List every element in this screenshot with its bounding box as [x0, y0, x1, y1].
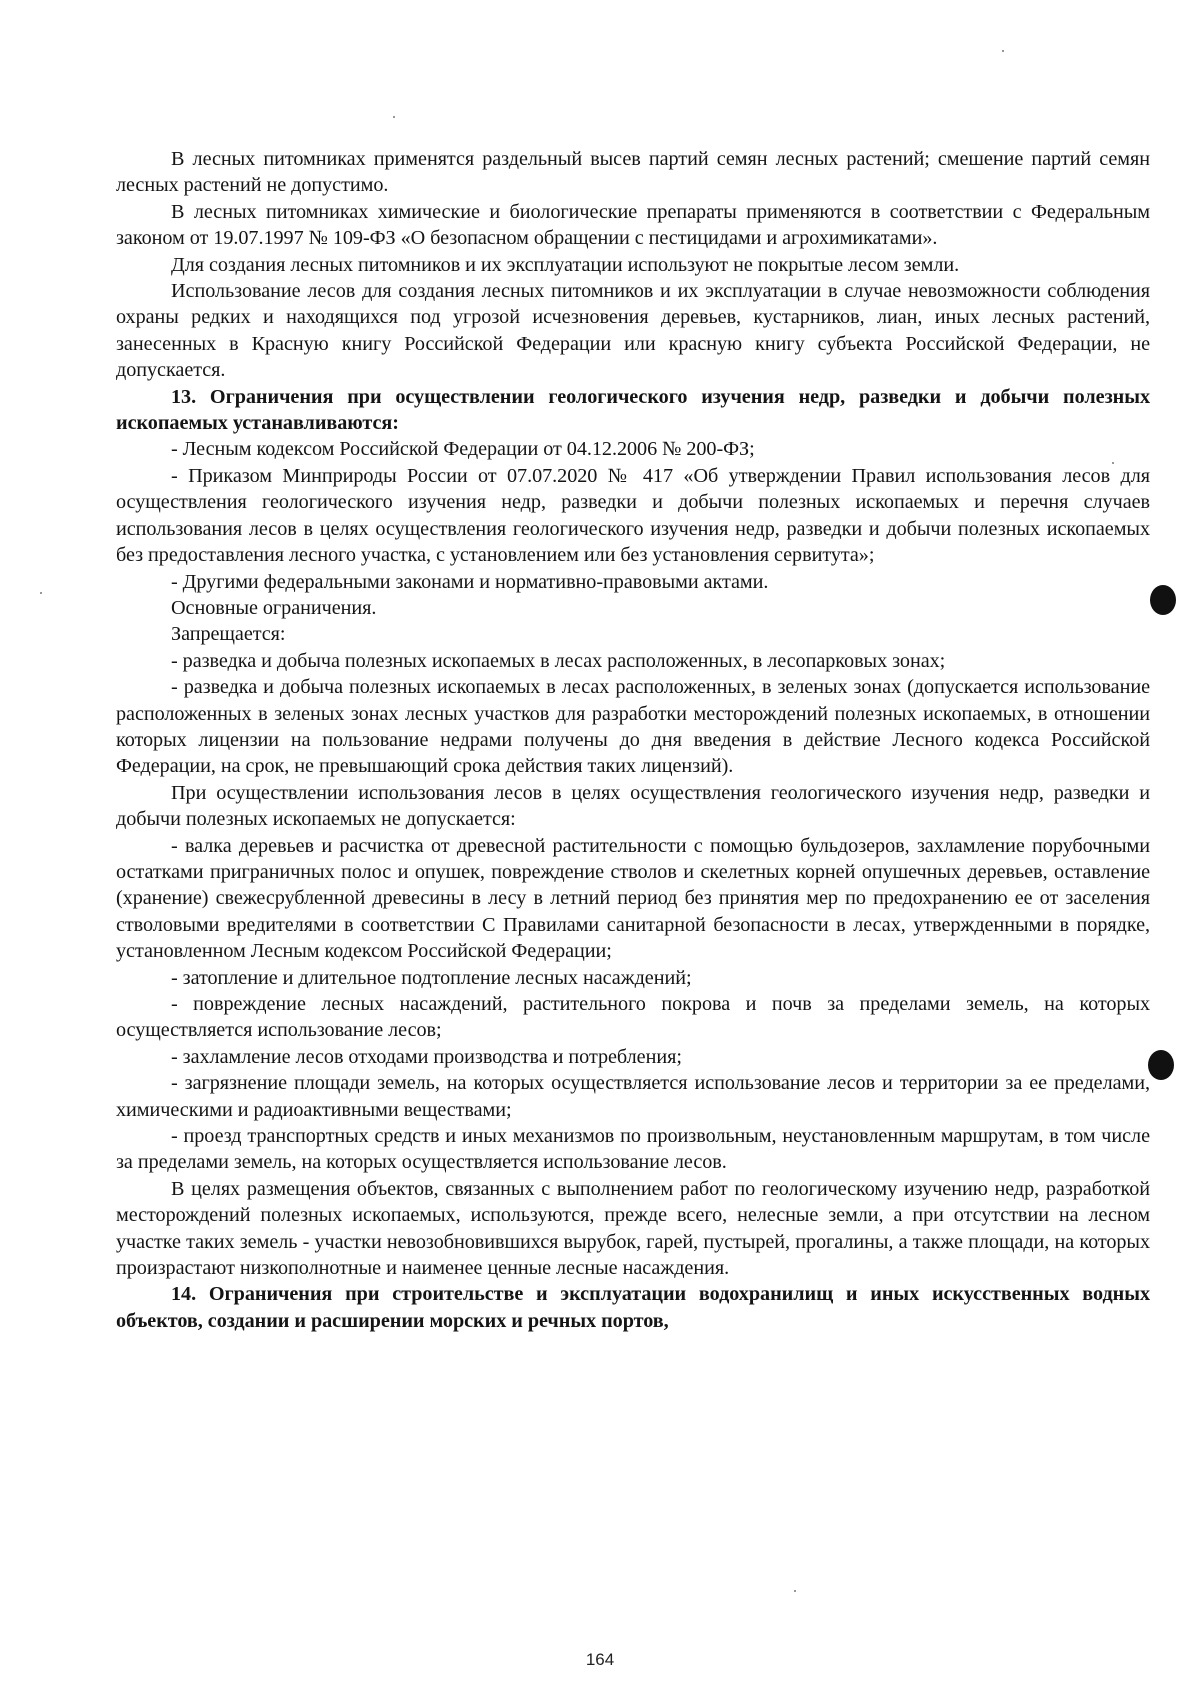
list-item-green-zones: - разведка и добыча полезных ископаемых в лесах расположенных, в зеленых зонах (допускается использование расположенных в зеленых зонах лесных участков для разработки месторождений полезных ископаемых, в отношении которых лицензии на пользование недрами получены до дня введения в действие Лесного кодекса Российской Федерации, на срок, не превышающий срока действия таких лицензий).: [116, 676, 1150, 778]
hole-punch-mark: [1148, 1050, 1174, 1080]
paragraph-not-allowed: При осуществлении использования лесов в целях осуществления геологического изучения недр, разведки и добычи полезных ископаемых не допускается:: [116, 781, 1150, 831]
hole-punch-mark: [1150, 585, 1176, 615]
list-item-vehicles: - проезд транспортных средств и иных механизмов по произвольным, неустановленным маршрутам, в том числе за пределами земель, на которых осуществляется использование лесов.: [116, 1125, 1150, 1174]
section-heading-14: 14. Ограничения при строительстве и эксплуатации водохранилищ и иных искусственных водных объектов, создании и расширении морских и речных портов,: [116, 1283, 1150, 1332]
scan-speck: [40, 592, 42, 594]
paragraph-chemicals: В лесных питомниках химические и биологические препараты применяются в соответствии с Федеральным законом от 19.07.1997 № 109-ФЗ «О безопасном обращении с пестицидами и агрохимикатами».: [116, 200, 1150, 250]
list-item-waste: - захламление лесов отходами производства и потребления;: [171, 1045, 682, 1068]
scan-speck: [1112, 462, 1114, 464]
paragraph-red-book: Использование лесов для создания лесных питомников и их эксплуатации в случае невозможности соблюдения охраны редких и находящихся под угрозой исчезновения деревьев, кустарников, лиан, иных лесных растений, занесенных в Красную книгу Российской Федерации или красную книгу субъекта Российской Федерации, не допускается.: [116, 280, 1150, 382]
paragraph-seed-sowing: В лесных питомниках применятся раздельный высев партий семян лесных растений; смешение партий семян лесных растений не допустимо.: [116, 148, 1150, 197]
list-item-flooding: - затопление и длительное подтопление лесных насаждений;: [171, 966, 692, 989]
list-item-damage: - повреждение лесных насаждений, растительного покрова и почв за пределами земель, на которых осуществляется использование лесов;: [116, 993, 1150, 1042]
scan-speck: [794, 1590, 796, 1592]
list-item-other-laws: - Другими федеральными законами и нормативно-правовыми актами.: [171, 570, 769, 593]
list-item-forest-park-zones: - разведка и добыча полезных ископаемых в лесах расположенных, в лесопарковых зонах;: [171, 649, 946, 672]
list-item-pollution: - загрязнение площади земель, на которых осуществляется использование лесов и территории за ее пределами, химическими и радиоактивными веществами;: [116, 1072, 1150, 1121]
document-page: [116, 146, 1150, 1334]
list-item-felling: - валка деревьев и расчистка от древесной растительности с помощью бульдозеров, захламление порубочными остатками приграничных полос и опушек, повреждение стволов и скелетных корней опушечных деревьев, оставление (хранение) свежесрубленной древесины в лесу в летний период без принятия мер по предохранению ее от заселения стволовыми вредителями в соответствии С Правилами санитарной безопасности в лесах, утвержденными в порядке, установленном Лесным кодексом Российской Федерации;: [116, 834, 1150, 963]
scan-speck: [1002, 50, 1004, 52]
list-item-forest-code: - Лесным кодексом Российской Федерации от 04.12.2006 № 200-ФЗ;: [171, 438, 755, 461]
paragraph-object-placement: В целях размещения объектов, связанных с выполнением работ по геологическому изучению недр, разработкой месторождений полезных ископаемых, используются, прежде всего, нелесные земли, а при отсутствии на лесном участке таких земель - участки невозобновившихся вырубок, гарей, пустырей, прогалины, а также площади, на которых произрастают низкополнотные и наименее ценные лесные насаждения.: [116, 1177, 1150, 1280]
page-number: 164: [585, 1650, 615, 1669]
section-heading-13: 13. Ограничения при осуществлении геологического изучения недр, разведки и добычи полезных ископаемых устанавливаются:: [116, 385, 1150, 435]
scan-speck: [393, 116, 395, 118]
paragraph-prohibited: Запрещается:: [171, 623, 286, 646]
list-item-order-417: - Приказом Минприроды России от 07.07.2020 № 417 «Об утверждении Правил использования лесов для осуществления геологического изучения недр, разведки и добычи полезных ископаемых и перечня случаев использования лесов в целях осуществления геологического изучения недр, разведки и добычи полезных ископаемых без предоставления лесного участка, с установлением или без установления сервитута»;: [116, 464, 1150, 567]
paragraph-nursery-lands: Для создания лесных питомников и их эксплуатации используют не покрытые лесом земли.: [171, 253, 960, 276]
paragraph-main-restrictions: Основные ограничения.: [171, 596, 377, 619]
